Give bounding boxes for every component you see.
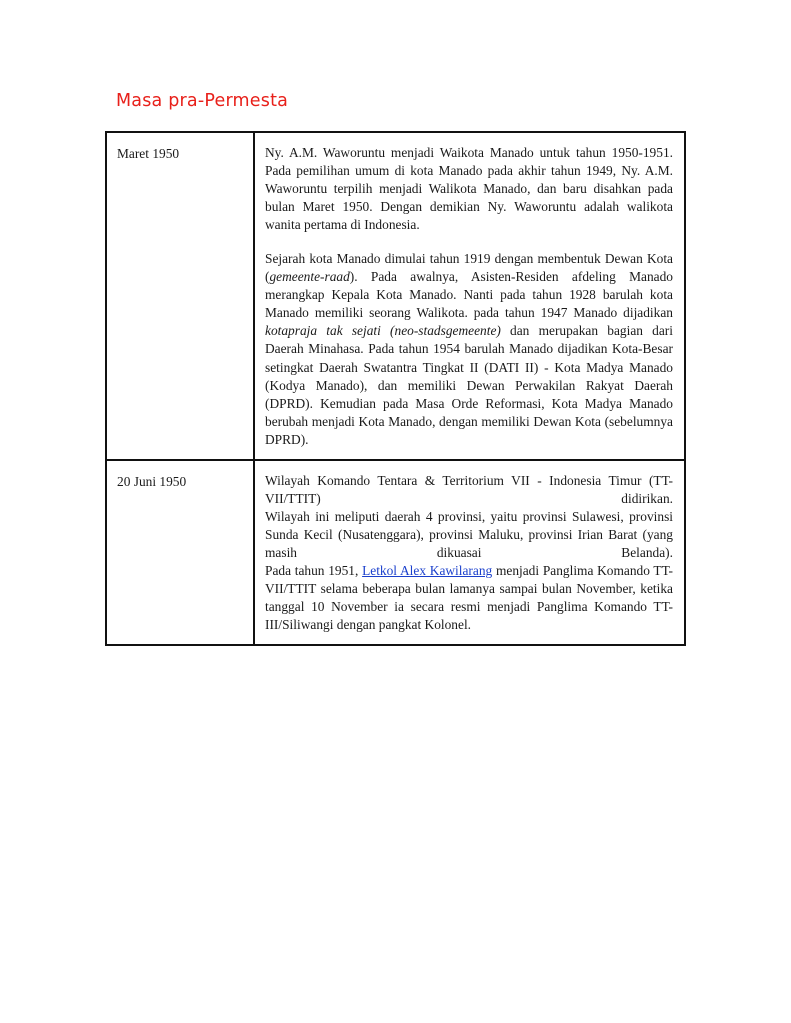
italic-term: gemeente-raad — [269, 269, 350, 285]
section-heading: Masa pra-Permesta — [116, 91, 289, 111]
text-span: ). Pada awalnya, Asisten-Residen afdeling Manado merangkap Kepala Kota Manado. Nanti pada tahun 1928 barulah kota Manado memiliki seorang Walikota. pada tahun 1947 Manado dijadikan — [265, 269, 673, 321]
text-span: Pada tahun 1951, — [265, 562, 363, 578]
timeline-table — [105, 131, 686, 646]
text-span: Sejarah kota Manado dimulai tahun 1919 dengan membentuk Dewan Kota ( — [265, 251, 673, 285]
text-span: menjadi Panglima Komando TT-VII/TTIT selama beberapa bulan lamanya sampai bulan November, ketika tanggal 10 November ia secara resmi menjadi Panglima Komando TT-III/Siliwangi dengan pangkat Kolonel. — [265, 562, 673, 633]
person-link[interactable]: Letkol Alex Kawilarang — [362, 562, 493, 578]
paragraph — [265, 250, 673, 449]
paragraph: Ny. A.M. Waworuntu menjadi Waikota Manado untuk tahun 1950-1951. Pada pemilihan umum di kota Manado pada akhir tahun 1949, Ny. A.M. Waworuntu terpilih menjadi Walikota Manado, dan baru disahkan pada bulan Maret 1950. Dengan demikian Ny. Waworuntu adalah walikota wanita pertama di Indonesia. — [265, 145, 673, 233]
text-line: Wilayah Komando Tentara & Territorium VII - Indonesia Timur (TT-VII/TTIT) didirikan. — [265, 472, 673, 506]
italic-term: kotapraja tak sejati (neo-stadsgemeente) — [265, 323, 501, 339]
text-line: Wilayah ini meliputi daerah 4 provinsi, yaitu provinsi Sulawesi, provinsi Sunda Kecil (Nusatenggara), provinsi Maluku, provinsi Irian Barat (yang masih dikuasai Belanda). — [265, 508, 673, 560]
description-cell — [254, 460, 685, 645]
text-span: dan merupakan bagian dari Daerah Minahasa. Pada tahun 1954 barulah Manado dijadikan Kota-Besar setingkat Daerah Swatantra Tingkat II (DATI II) - Kota Madya Manado (Kodya Manado), dan memiliki Dewan Perwakilan Rakyat Daerah (DPRD). Kemudian pada Masa Orde Reformasi, Kota Madya Manado berubah menjadi Kota Manado, dengan memiliki Dewan Kota (sebelumnya DPRD). — [265, 323, 673, 447]
text-line — [265, 562, 673, 634]
table-row — [106, 132, 685, 460]
date-cell: Maret 1950 — [106, 132, 254, 460]
table-row — [106, 460, 685, 645]
description-cell — [254, 132, 685, 460]
date-cell: 20 Juni 1950 — [106, 460, 254, 645]
